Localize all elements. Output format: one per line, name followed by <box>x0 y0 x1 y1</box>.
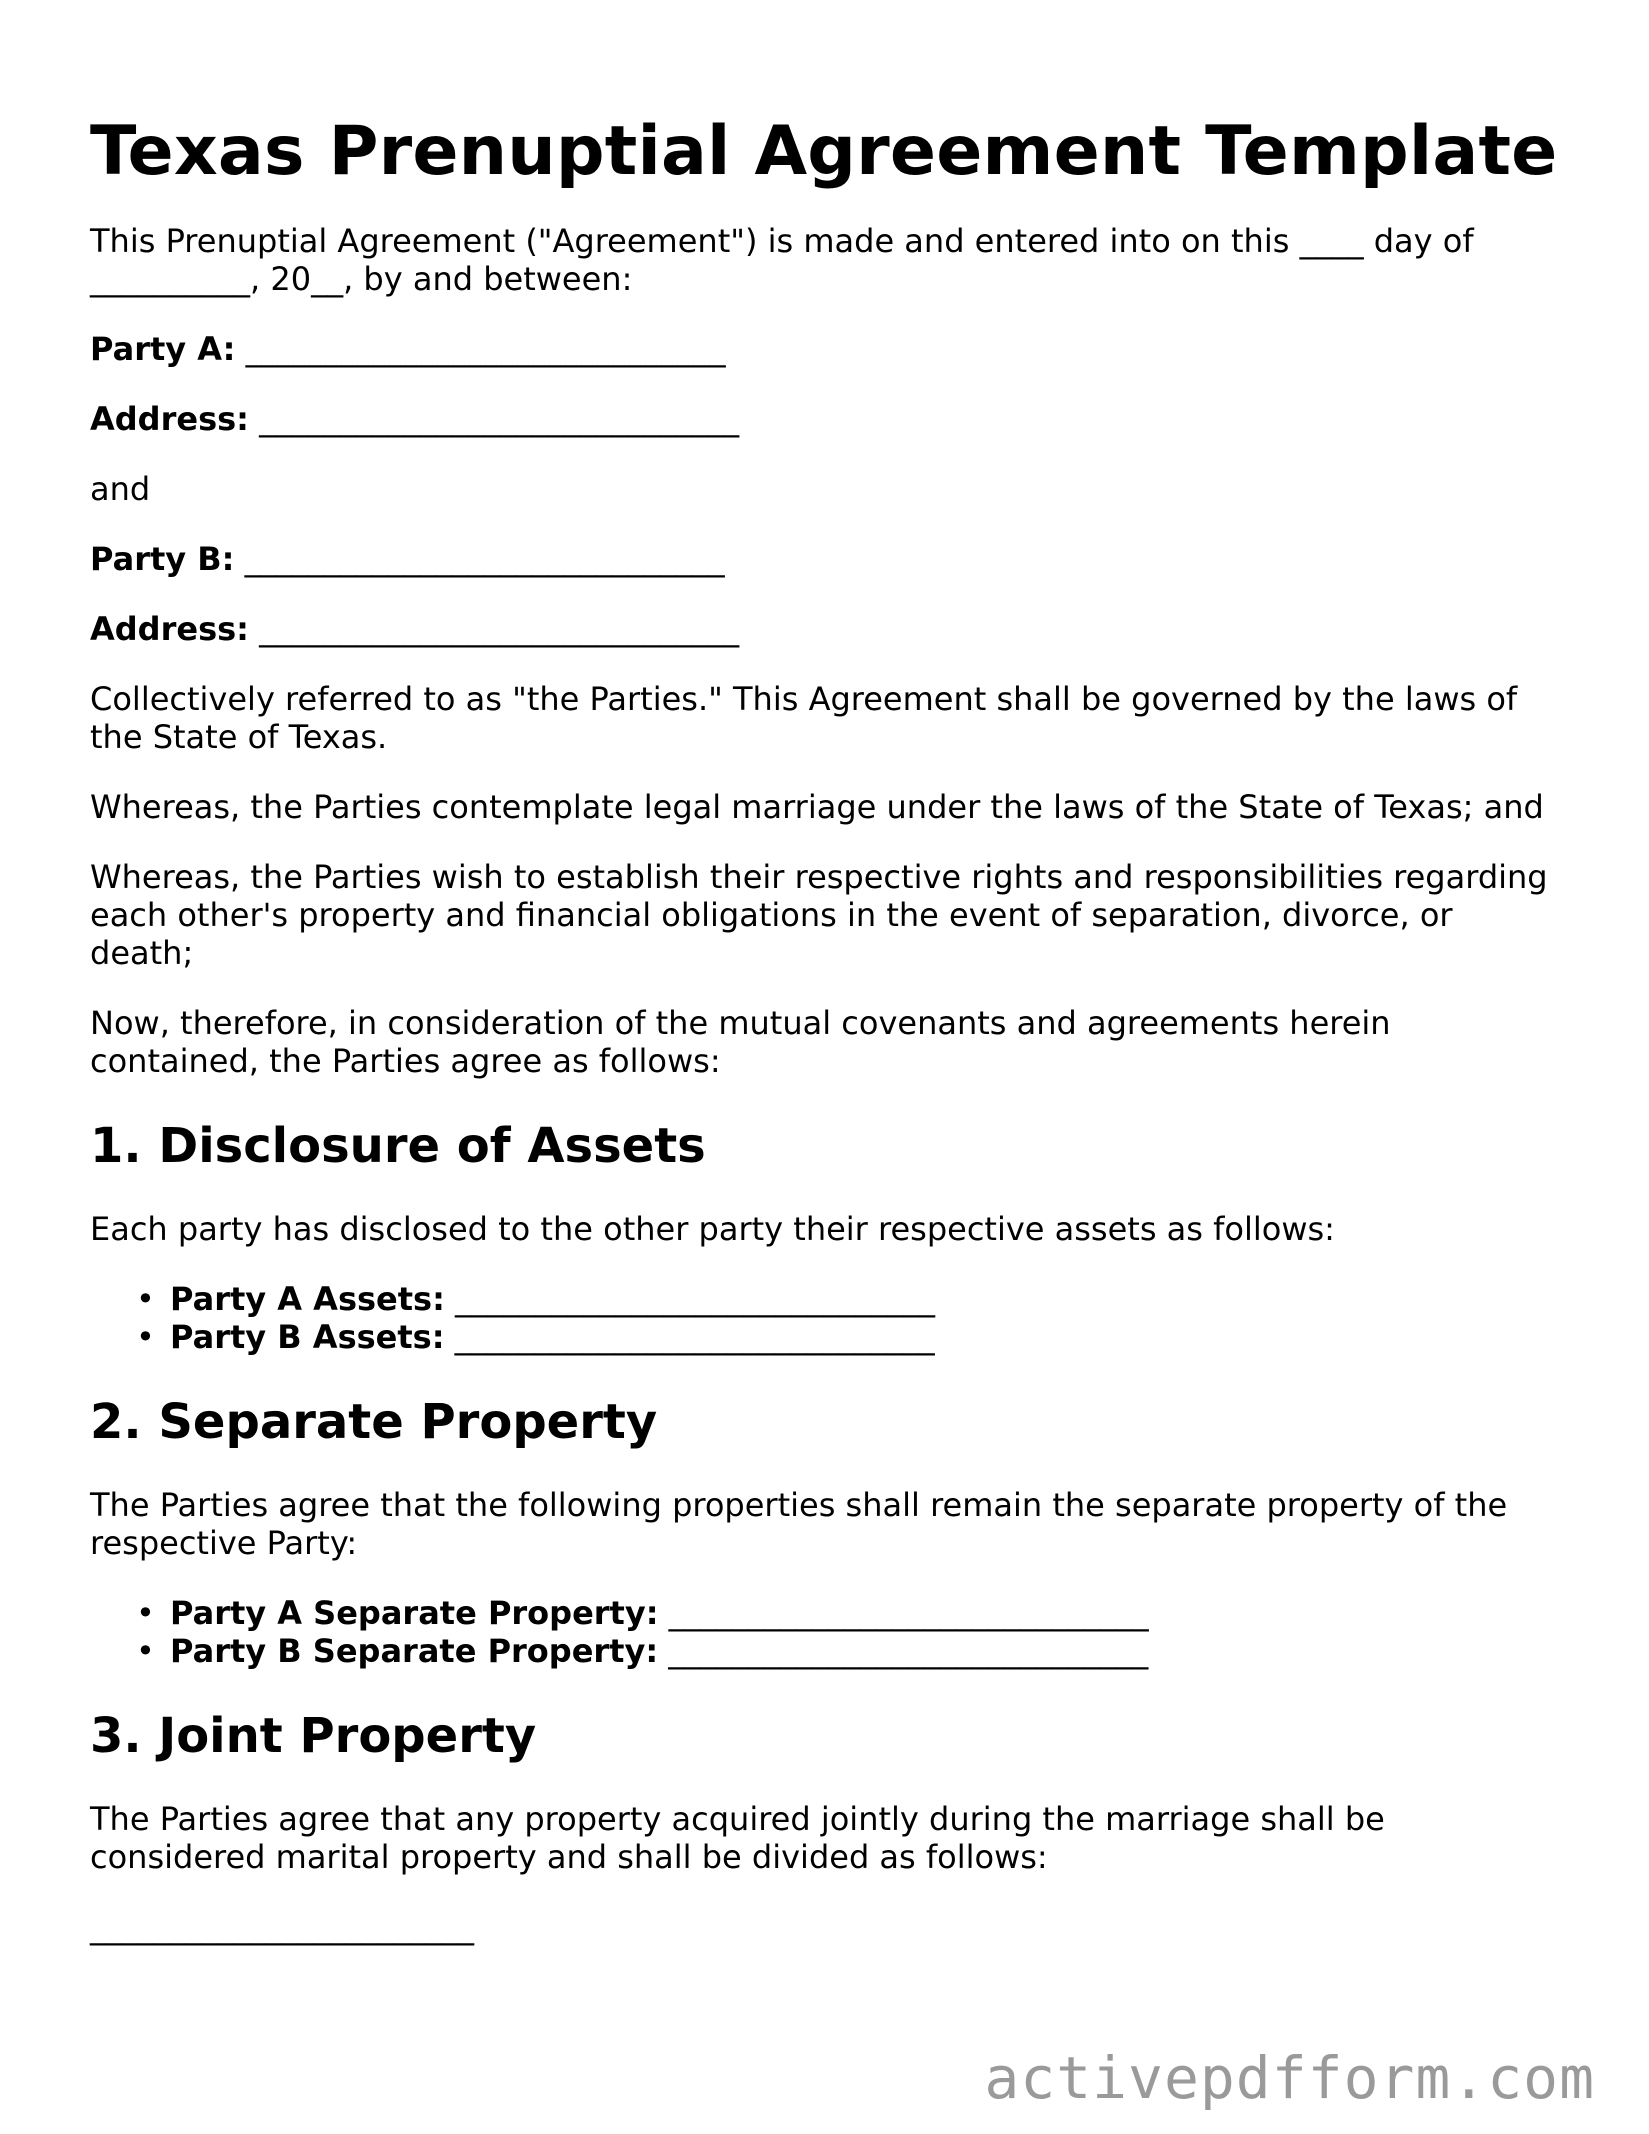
list-item <box>136 1318 1560 1356</box>
list-item <box>136 1594 1560 1632</box>
now-therefore-paragraph: Now, therefore, in consideration of the mutual covenants and agreements herein contained, the Parties agree as follows: <box>90 1004 1391 1080</box>
whereas-paragraph-1: Whereas, the Parties contemplate legal marriage under the laws of the State of Texas; and <box>90 788 1544 826</box>
party-a-address-field <box>90 400 1560 438</box>
section-heading-joint-property: 3. Joint Property <box>90 1708 537 1764</box>
disclosure-list <box>90 1280 1560 1356</box>
party-b-address-field <box>90 610 1560 648</box>
joint-property-blank[interactable]: ________________________ <box>90 1908 474 1946</box>
party-a-separate-property-label: Party A Separate Property: <box>170 1594 659 1632</box>
bullet-icon: • <box>136 1632 155 1670</box>
party-a-address-blank[interactable]: ______________________________ <box>259 400 740 438</box>
separate-property-list <box>90 1594 1560 1670</box>
party-b-separate-property-label: Party B Separate Property: <box>170 1632 659 1670</box>
party-a-blank[interactable]: ______________________________ <box>245 330 726 368</box>
section-heading-disclosure: 1. Disclosure of Assets <box>90 1118 706 1174</box>
section-heading-separate-property: 2. Separate Property <box>90 1394 658 1450</box>
collectively-paragraph: Collectively referred to as "the Parties." This Agreement shall be governed by the laws of the State of Texas. <box>90 680 1518 756</box>
party-a-separate-property-blank[interactable]: ______________________________ <box>668 1594 1149 1632</box>
watermark: activepdfform.com <box>984 2044 1595 2112</box>
intro-paragraph: This Prenuptial Agreement ("Agreement") is made and entered into on this ____ day of __________, 20__, by and between: <box>90 222 1474 298</box>
bullet-icon: • <box>136 1318 155 1356</box>
whereas-paragraph-2: Whereas, the Parties wish to establish their respective rights and responsibilities regarding each other's property and financial obligations in the event of separation, divorce, or death; <box>90 858 1548 972</box>
party-b-field <box>90 540 1560 578</box>
party-b-address-label: Address: <box>90 610 249 648</box>
party-b-assets-blank[interactable]: ______________________________ <box>454 1318 935 1356</box>
party-b-separate-property-blank[interactable]: ______________________________ <box>668 1632 1149 1670</box>
list-item <box>136 1632 1560 1670</box>
party-b-assets-label: Party B Assets: <box>170 1318 445 1356</box>
party-a-assets-label: Party A Assets: <box>170 1280 445 1318</box>
bullet-icon: • <box>136 1280 155 1318</box>
list-item <box>136 1280 1560 1318</box>
party-a-address-label: Address: <box>90 400 249 438</box>
party-b-blank[interactable]: ______________________________ <box>244 540 725 578</box>
joint-property-text: The Parties agree that any property acquired jointly during the marriage shall be considered marital property and shall be divided as follows: <box>90 1800 1385 1876</box>
and-text: and <box>90 470 151 508</box>
bullet-icon: • <box>136 1594 155 1632</box>
party-b-label: Party B: <box>90 540 235 578</box>
party-a-label: Party A: <box>90 330 236 368</box>
party-b-address-blank[interactable]: ______________________________ <box>259 610 740 648</box>
document-title: Texas Prenuptial Agreement Template <box>90 112 1558 191</box>
party-a-field <box>90 330 1560 368</box>
separate-property-text: The Parties agree that the following properties shall remain the separate property of the respective Party: <box>90 1486 1508 1562</box>
party-a-assets-blank[interactable]: ______________________________ <box>455 1280 936 1318</box>
disclosure-text: Each party has disclosed to the other party their respective assets as follows: <box>90 1210 1335 1248</box>
document-page <box>90 110 1560 1946</box>
